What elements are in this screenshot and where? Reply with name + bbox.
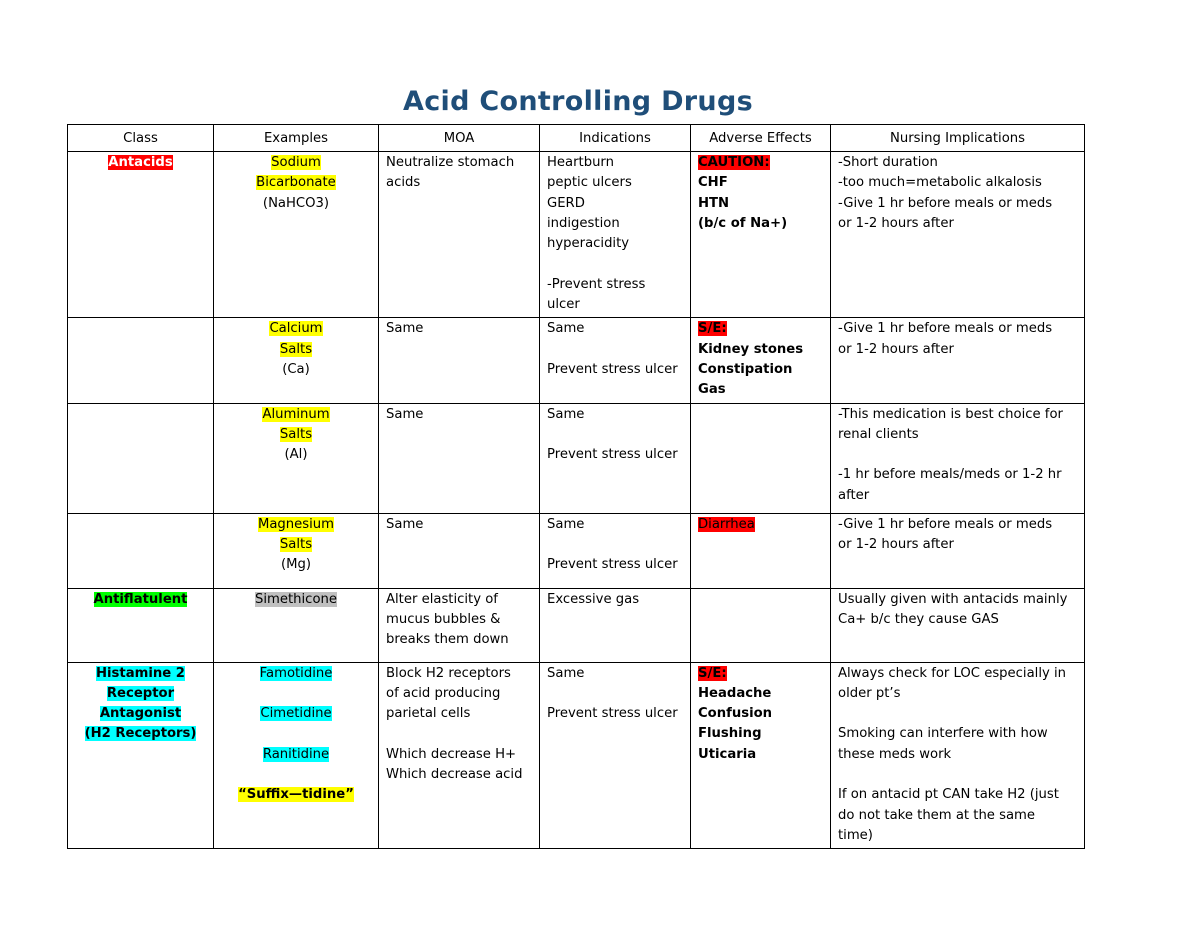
side-effects-label: S/E: — [698, 321, 727, 337]
class-label-h2: Histamine 2 — [96, 665, 185, 681]
adverse-cell — [691, 318, 831, 403]
class-cell — [68, 403, 214, 513]
example-name: Cimetidine — [260, 706, 332, 722]
examples-cell — [214, 662, 379, 849]
indication-line: Prevent stress ulcer — [547, 706, 678, 722]
moa-line: breaks them down — [386, 632, 509, 648]
table-row — [68, 662, 1085, 849]
adverse-line: Kidney stones — [698, 341, 804, 357]
class-cell — [68, 662, 214, 849]
nursing-line: time) — [838, 827, 873, 843]
indications-cell — [540, 662, 691, 849]
moa-cell — [379, 152, 540, 318]
drug-table — [67, 124, 1085, 849]
example-formula: (Al) — [284, 447, 308, 463]
nursing-line: Always check for LOC especially in — [838, 665, 1067, 681]
indication-line: Heartburn — [547, 155, 614, 170]
indication-line: Same — [547, 321, 585, 337]
caution-label: CAUTION: — [698, 155, 770, 170]
example-name: Salts — [279, 426, 313, 442]
nursing-line: -Short duration — [838, 155, 938, 170]
class-label-antacids: Antacids — [108, 155, 173, 170]
table-row — [68, 513, 1085, 588]
diarrhea-label: Diarrhea — [698, 516, 755, 532]
adverse-line: CHF — [698, 175, 728, 191]
moa-line: Block H2 receptors — [386, 665, 511, 681]
nursing-line: or 1-2 hours after — [838, 341, 954, 357]
indication-line: Prevent stress ulcer — [547, 361, 678, 377]
moa-line: Same — [386, 406, 424, 422]
indication-line: Same — [547, 665, 585, 681]
indication-line: peptic ulcers — [547, 175, 632, 191]
table-row — [68, 152, 1085, 318]
class-cell — [68, 513, 214, 588]
moa-cell — [379, 662, 540, 849]
moa-line: Which decrease acid — [386, 767, 523, 783]
header-row — [68, 125, 1085, 152]
example-formula: (Mg) — [280, 557, 312, 573]
nursing-cell — [831, 588, 1085, 662]
adverse-cell — [691, 513, 831, 588]
nursing-line: If on antacid pt CAN take H2 (just — [838, 787, 1059, 803]
nursing-line: -too much=metabolic alkalosis — [838, 175, 1042, 191]
adverse-cell — [691, 403, 831, 513]
moa-cell — [379, 403, 540, 513]
example-name: Salts — [279, 341, 313, 357]
moa-line: Same — [386, 321, 424, 337]
page-title: Acid Controlling Drugs — [403, 86, 753, 117]
moa-cell — [379, 588, 540, 662]
example-formula: (NaHCO3) — [262, 195, 330, 211]
examples-cell — [214, 513, 379, 588]
nursing-line: older pt’s — [838, 685, 901, 701]
nursing-cell — [831, 662, 1085, 849]
moa-line: of acid producing — [386, 685, 501, 701]
moa-line: acids — [386, 175, 421, 191]
nursing-line: -1 hr before meals/meds or 1-2 hr — [838, 467, 1062, 483]
nursing-line: after — [838, 487, 870, 503]
nursing-line: or 1-2 hours after — [838, 215, 954, 231]
nursing-line: renal clients — [838, 426, 919, 442]
moa-cell — [379, 513, 540, 588]
example-name: Simethicone — [255, 591, 337, 607]
nursing-line: -This medication is best choice for — [838, 406, 1063, 422]
indications-cell — [540, 588, 691, 662]
nursing-line: do not take them at the same — [838, 807, 1036, 823]
class-label-h2: Receptor — [106, 685, 175, 701]
indication-line: Excessive gas — [547, 591, 640, 607]
example-name: Calcium — [269, 321, 323, 337]
class-label-h2: (H2 Receptors) — [84, 726, 197, 742]
nursing-line: -Give 1 hr before meals or meds — [838, 516, 1053, 532]
indication-line: Prevent stress ulcer — [547, 557, 678, 573]
nursing-line: or 1-2 hours after — [838, 536, 954, 552]
moa-cell — [379, 318, 540, 403]
example-formula: (Ca) — [282, 361, 310, 377]
indication-line: Same — [547, 516, 585, 532]
example-name: Aluminum — [262, 406, 330, 422]
table-row — [68, 588, 1085, 662]
adverse-line: (b/c of Na+) — [698, 215, 788, 231]
nursing-cell — [831, 403, 1085, 513]
header-adverse-effects: Adverse Effects — [691, 125, 831, 152]
moa-line: Which decrease H+ — [386, 746, 517, 762]
side-effects-label: S/E: — [698, 665, 727, 681]
nursing-cell — [831, 318, 1085, 403]
example-name: Ranitidine — [262, 746, 330, 762]
table-row — [68, 403, 1085, 513]
suffix-note: “Suffix—tidine” — [238, 787, 354, 803]
nursing-cell — [831, 152, 1085, 318]
example-name: Sodium — [271, 155, 321, 170]
moa-line: Neutralize stomach — [386, 155, 515, 170]
moa-line: mucus bubbles & — [386, 611, 501, 627]
adverse-line: Gas — [698, 382, 726, 398]
adverse-line: HTN — [698, 195, 730, 211]
class-label-antiflatulent: Antiflatulent — [93, 591, 188, 607]
examples-cell — [214, 152, 379, 318]
nursing-line: these meds work — [838, 746, 952, 762]
indication-line: GERD — [547, 195, 585, 211]
adverse-line: Headache — [698, 685, 772, 701]
nursing-cell — [831, 513, 1085, 588]
nursing-line: Smoking can interfere with how — [838, 726, 1048, 742]
class-cell — [68, 318, 214, 403]
adverse-cell — [691, 588, 831, 662]
examples-cell — [214, 318, 379, 403]
indications-cell — [540, 152, 691, 318]
moa-line: Same — [386, 516, 424, 532]
indications-cell — [540, 513, 691, 588]
indication-line: indigestion — [547, 215, 620, 231]
moa-line: Alter elasticity of — [386, 591, 498, 607]
nursing-line: -Give 1 hr before meals or meds — [838, 321, 1053, 337]
adverse-line: Confusion — [698, 706, 773, 722]
adverse-cell — [691, 662, 831, 849]
indication-line: Prevent stress ulcer — [547, 447, 678, 463]
example-name: Magnesium — [257, 516, 335, 532]
class-label-h2: Antagonist — [99, 706, 182, 722]
adverse-cell — [691, 152, 831, 318]
header-moa: MOA — [379, 125, 540, 152]
indication-line: ulcer — [547, 297, 580, 313]
indications-cell — [540, 318, 691, 403]
adverse-line: Uticaria — [698, 746, 757, 762]
example-name: Salts — [279, 536, 313, 552]
moa-line: parietal cells — [386, 706, 471, 722]
header-class: Class — [68, 125, 214, 152]
header-examples: Examples — [214, 125, 379, 152]
indication-line: -Prevent stress — [547, 276, 646, 292]
header-nursing-implications: Nursing Implications — [831, 125, 1085, 152]
nursing-line: -Give 1 hr before meals or meds — [838, 195, 1053, 211]
examples-cell — [214, 588, 379, 662]
example-name: Bicarbonate — [256, 175, 336, 191]
class-cell — [68, 152, 214, 318]
table-row — [68, 318, 1085, 403]
nursing-line: Ca+ b/c they cause GAS — [838, 611, 999, 627]
adverse-line: Constipation — [698, 361, 793, 377]
example-name: Famotidine — [259, 665, 333, 681]
indication-line: Same — [547, 406, 585, 422]
nursing-line: Usually given with antacids mainly — [838, 591, 1068, 607]
examples-cell — [214, 403, 379, 513]
class-cell — [68, 588, 214, 662]
adverse-line: Flushing — [698, 726, 762, 742]
indications-cell — [540, 403, 691, 513]
indication-line: hyperacidity — [547, 236, 630, 252]
header-indications: Indications — [540, 125, 691, 152]
